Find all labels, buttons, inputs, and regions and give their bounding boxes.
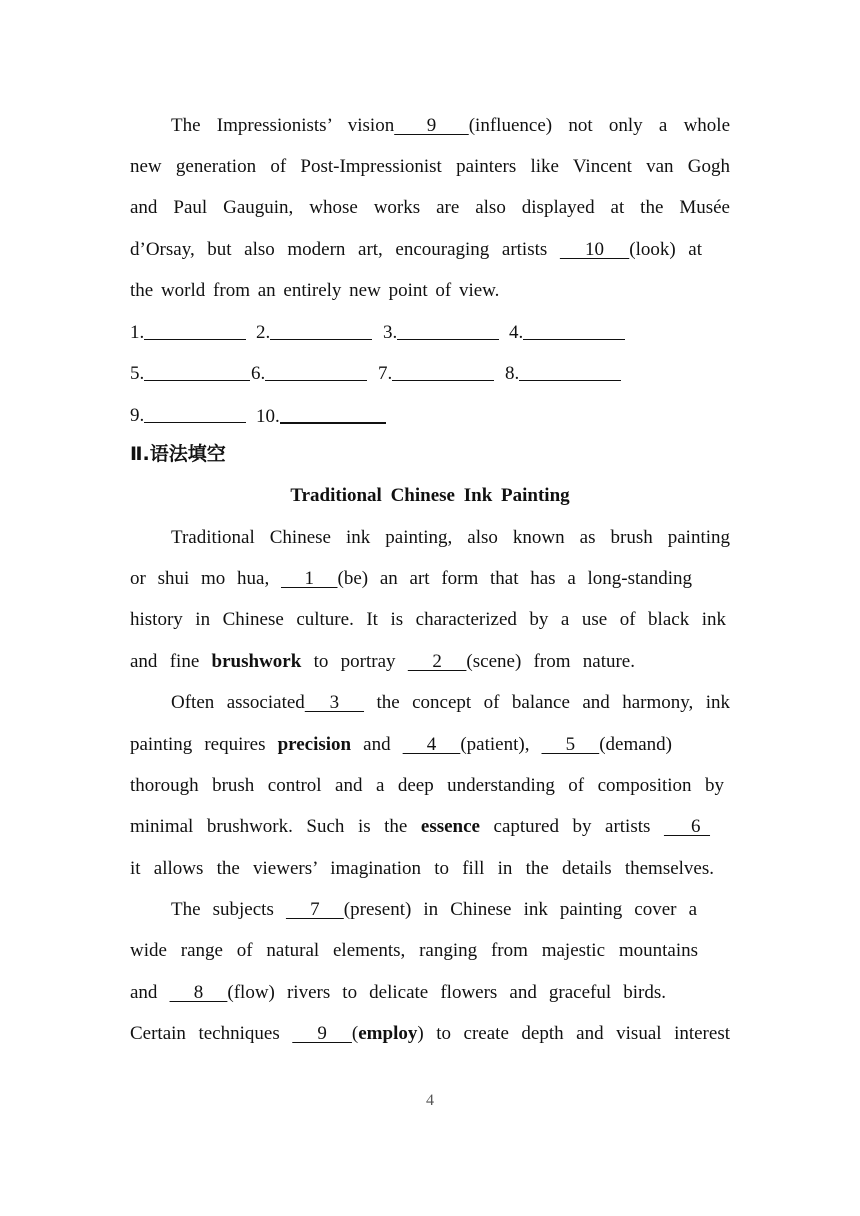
blank-2: 2 — [407, 651, 467, 672]
answer-blank — [280, 404, 386, 424]
passage1-line-3: and Paul Gauguin, whose works are also displayed at the Musée — [130, 197, 730, 218]
passage2-line-6 — [130, 733, 672, 757]
answer-7 — [378, 362, 494, 386]
answer-blank — [144, 404, 246, 423]
answer-4 — [509, 321, 625, 345]
answer-number: 9. — [130, 405, 145, 426]
blank-6: 6 — [663, 816, 711, 837]
answer-1 — [130, 321, 246, 345]
text-run: (demand) — [599, 734, 673, 755]
text-run: (present) in Chinese ink painting cover a — [343, 899, 698, 920]
passage2-line-9: it allows the viewers’ imagination to fill in the details themselves. — [130, 858, 714, 879]
passage2-line-3: history in Chinese culture. It is characterized by a use of black ink — [130, 609, 726, 630]
blank-9: 9 — [394, 115, 469, 136]
passage2-line-5 — [171, 691, 730, 715]
answer-number: 8. — [505, 363, 520, 384]
passage2-line-4 — [130, 650, 635, 674]
bold-word: employ — [358, 1023, 418, 1044]
passage1-line-4 — [130, 238, 702, 262]
answer-number: 4. — [509, 322, 524, 343]
text-run: (be) an art form that has a long-standing — [337, 568, 693, 589]
text-run: to portray — [301, 651, 408, 672]
answer-number: 10. — [256, 406, 280, 427]
text-run: or shui mo hua, — [130, 568, 281, 589]
answer-blank — [144, 362, 250, 381]
text-run: (patient), — [460, 734, 542, 755]
answer-number: 1. — [130, 322, 145, 343]
answer-9 — [130, 404, 246, 428]
passage2-line-11: wide range of natural elements, ranging from majestic mountains — [130, 940, 698, 961]
text-run: minimal brushwork. Such is the — [130, 816, 421, 837]
answer-blank — [144, 321, 246, 340]
answer-3 — [383, 321, 499, 345]
text-run: The subjects — [171, 899, 286, 920]
blank-3: 3 — [304, 692, 365, 713]
page-number: 4 — [426, 1092, 434, 1109]
blank-10: 10 — [559, 239, 630, 260]
blank-8: 8 — [169, 982, 228, 1003]
blank-1: 1 — [280, 568, 338, 589]
answer-blank — [523, 321, 625, 340]
passage2-line-1: Traditional Chinese ink painting, also known as brush painting — [171, 527, 730, 548]
text-run: and — [130, 982, 170, 1003]
answer-blank — [265, 362, 367, 381]
passage1-line-2: new generation of Post-Impressionist painters like Vincent van Gogh — [130, 156, 730, 177]
blank-5: 5 — [541, 734, 600, 755]
text-run: Certain techniques — [130, 1023, 293, 1044]
text-run: ) to create depth and visual interest — [417, 1023, 730, 1044]
passage2-line-2 — [130, 567, 692, 591]
passage1-line-1 — [171, 114, 730, 138]
text-run: ( — [351, 1023, 359, 1044]
passage2-line-7: thorough brush control and a deep understanding of composition by — [130, 775, 724, 796]
answer-5 — [130, 362, 250, 386]
text-run: (look) at — [629, 239, 702, 260]
text-run: (influence) not only a whole — [468, 115, 731, 136]
answer-number: 2. — [256, 322, 271, 343]
answer-6 — [251, 362, 367, 386]
passage2-line-10 — [171, 898, 697, 922]
text-run: (flow) rivers to delicate flowers and graceful birds. — [227, 982, 666, 1003]
answer-blank — [392, 362, 494, 381]
answer-8 — [505, 362, 621, 386]
passage-title: Traditional Chinese Ink Painting — [290, 485, 570, 506]
answer-2 — [256, 321, 372, 345]
passage1-line-5: the world from an entirely new point of view. — [130, 280, 500, 301]
passage2-line-12 — [130, 981, 666, 1005]
answer-blank — [519, 362, 621, 381]
passage2-line-8 — [130, 815, 710, 839]
text-run: and fine — [130, 651, 212, 672]
section-heading: Ⅱ.语法填空 — [130, 443, 226, 465]
blank-4: 4 — [402, 734, 461, 755]
bold-word: precision — [277, 734, 352, 755]
bold-word: brushwork — [211, 651, 302, 672]
text-run: Often associated — [171, 692, 305, 713]
text-run: the concept of balance and harmony, ink — [364, 692, 730, 713]
answer-number: 3. — [383, 322, 398, 343]
text-run: (scene) from nature. — [466, 651, 635, 672]
passage2-line-13 — [130, 1022, 730, 1046]
answer-number: 7. — [378, 363, 393, 384]
answer-number: 5. — [130, 363, 145, 384]
blank-7: 7 — [285, 899, 344, 920]
text-run: captured by artists — [480, 816, 664, 837]
answer-blank — [270, 321, 372, 340]
bold-word: essence — [420, 816, 480, 837]
text-run: and — [351, 734, 403, 755]
answer-number: 6. — [251, 363, 266, 384]
text-run: The Impressionists’ vision — [171, 115, 395, 136]
text-run: d’Orsay, but also modern art, encouraging artists — [130, 239, 560, 260]
text-run: painting requires — [130, 734, 278, 755]
blank-9b: 9 — [292, 1023, 352, 1044]
answer-blank — [397, 321, 499, 340]
answer-10 — [256, 404, 386, 429]
